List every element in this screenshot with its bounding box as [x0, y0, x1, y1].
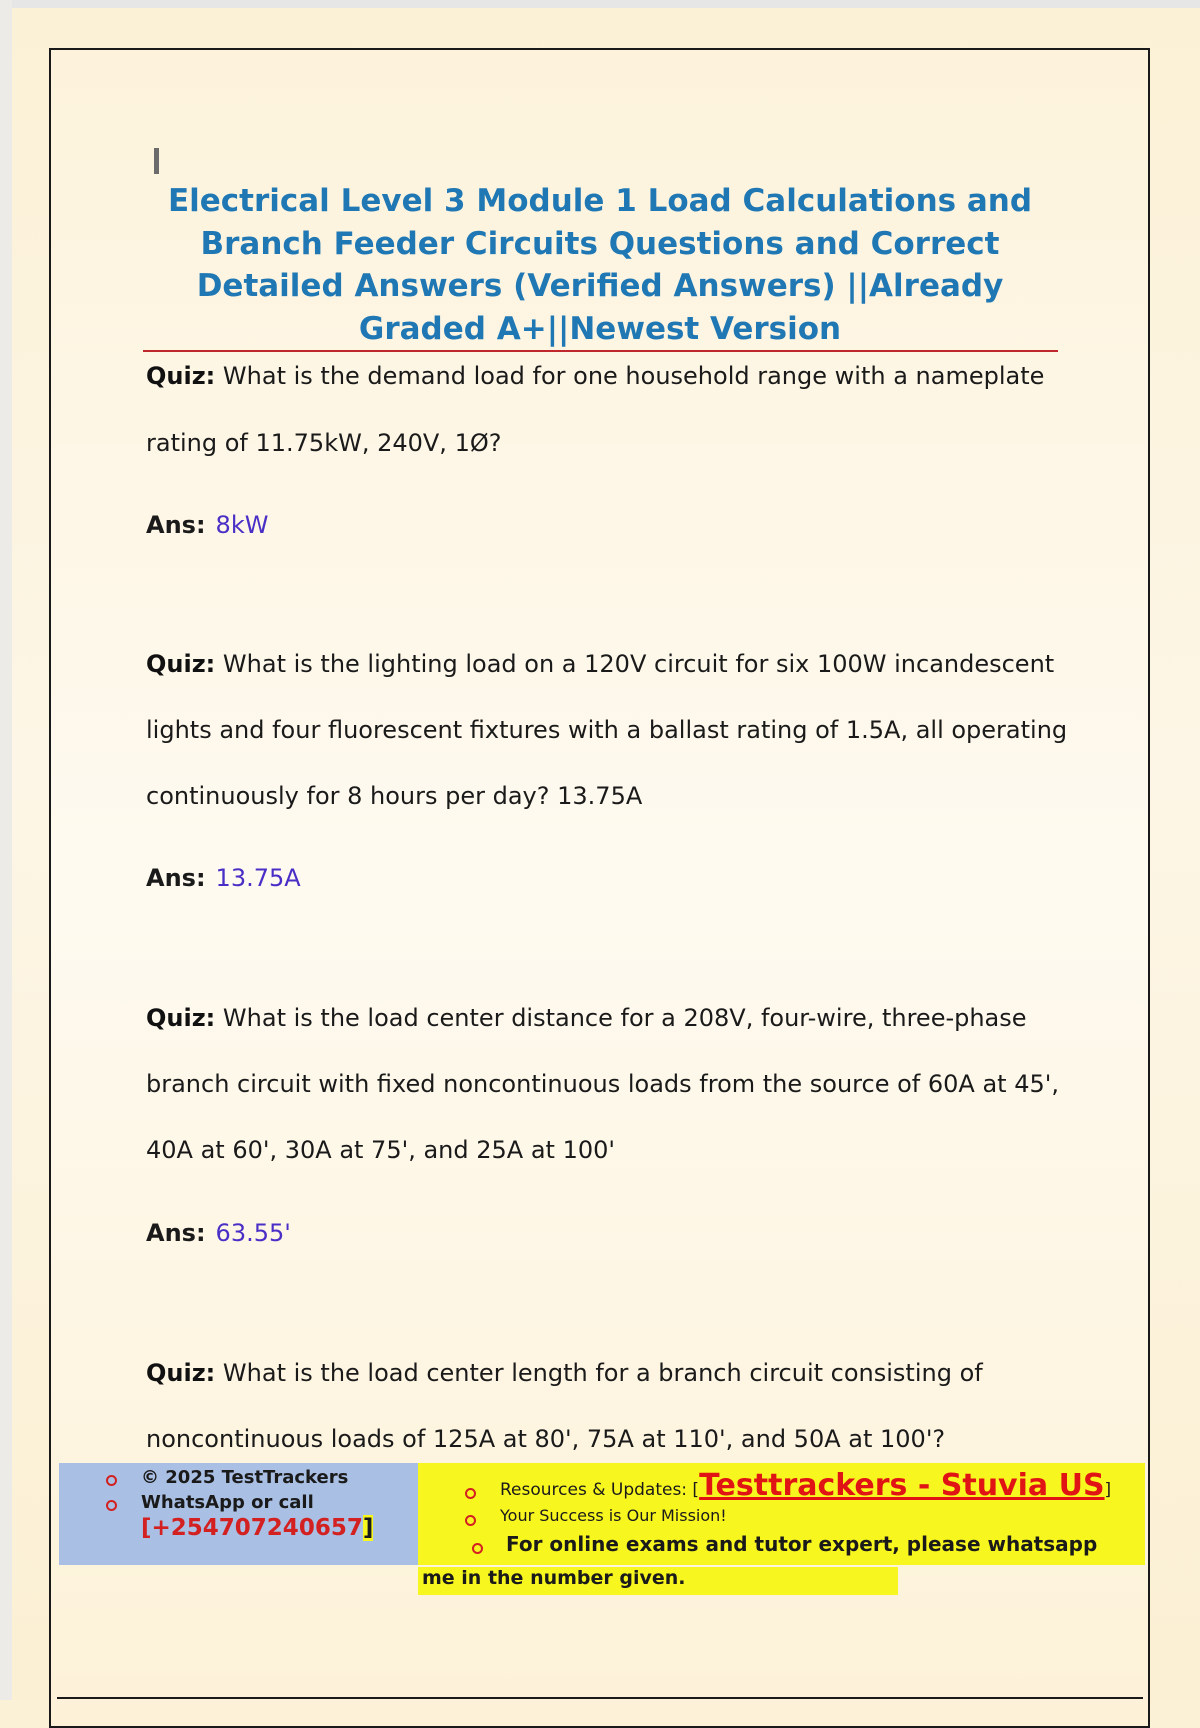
question-2-line-3	[146, 782, 1066, 810]
title-line: Electrical Level 3 Module 1 Load Calculations and	[167, 183, 1033, 219]
quiz-label: Quiz:	[146, 362, 216, 390]
answer-value: 13.75A	[215, 864, 301, 892]
bullet-icon	[465, 1515, 476, 1526]
footer-mission: Your Success is Our Mission!	[500, 1506, 727, 1525]
footer-copyright: © 2025 TestTrackers	[141, 1467, 349, 1488]
ans-label: Ans:	[146, 1219, 206, 1247]
question-4-line-1	[146, 1359, 1066, 1387]
screen-edge-left	[0, 0, 12, 1700]
phone-number[interactable]: +254707240657	[151, 1515, 363, 1541]
footer-resources-panel	[418, 1463, 1145, 1565]
quiz-label: Quiz:	[146, 1359, 216, 1387]
question-3-line-1	[146, 1004, 1066, 1032]
question-text: lights and four fluorescent fixtures with a ballast rating of 1.5A, all operating	[146, 716, 1068, 744]
question-4-line-2	[146, 1425, 1066, 1453]
bullet-icon	[106, 1500, 117, 1511]
bullet-icon	[472, 1543, 483, 1554]
question-text: What is the load center distance for a 208V, four-wire, three-phase	[222, 1004, 1027, 1032]
footer-contact-panel	[59, 1463, 418, 1565]
page-bottom-rule	[57, 1697, 1143, 1699]
resources-link[interactable]: Testtrackers - Stuvia US	[699, 1468, 1105, 1503]
bullet-icon	[465, 1488, 476, 1499]
question-2-line-1	[146, 650, 1066, 678]
ans-label: Ans:	[146, 511, 206, 539]
screen-edge-top	[0, 0, 1200, 8]
footer-resources	[500, 1468, 1111, 1503]
resources-label: Resources & Updates: [	[500, 1480, 700, 1500]
title-underline	[143, 350, 1058, 352]
answer-3	[146, 1219, 291, 1247]
footer-contact-label: WhatsApp or call	[141, 1492, 314, 1513]
question-text: continuously for 8 hours per day? 13.75A	[146, 782, 643, 810]
question-text: branch circuit with fixed noncontinuous loads from the source of 60A at 45',	[146, 1070, 1059, 1098]
phone-bracket-open: [	[141, 1515, 152, 1541]
answer-1	[146, 511, 268, 539]
resources-bracket-close: ]	[1104, 1480, 1112, 1500]
title-line: Graded A+||Newest Version	[358, 310, 842, 347]
document-title	[150, 180, 1050, 350]
phone-bracket-close: ]	[362, 1515, 374, 1541]
quiz-label: Quiz:	[146, 1004, 216, 1032]
question-text: What is the lighting load on a 120V circuit for six 100W incandescent	[222, 650, 1055, 678]
question-text: What is the demand load for one household range with a nameplate	[222, 362, 1045, 390]
question-text: noncontinuous loads of 125A at 80', 75A at 110', and 50A at 100'?	[146, 1425, 946, 1453]
footer-tutor-line-2-text: me in the number given.	[422, 1567, 686, 1589]
question-text: rating of 11.75kW, 240V, 1Ø?	[146, 429, 502, 457]
question-text: 40A at 60', 30A at 75', and 25A at 100'	[146, 1136, 615, 1164]
footer-phone[interactable]	[141, 1515, 373, 1541]
title-line: Branch Feeder Circuits Questions and Correct	[200, 225, 1000, 262]
ans-label: Ans:	[146, 864, 206, 892]
footer-tutor-line-1: For online exams and tutor expert, please whatsapp	[506, 1532, 1098, 1556]
answer-value: 63.55'	[215, 1219, 291, 1247]
question-3-line-3	[146, 1136, 1066, 1164]
title-line: Detailed Answers (Verified Answers) ||Already	[196, 268, 1004, 304]
bullet-icon	[106, 1475, 117, 1486]
answer-value: 8kW	[215, 511, 269, 539]
text-cursor-mark	[154, 148, 159, 174]
answer-2	[146, 864, 301, 892]
question-1-line-1	[146, 362, 1066, 390]
question-1-line-2	[146, 429, 1066, 457]
quiz-label: Quiz:	[146, 650, 216, 678]
question-text: What is the load center length for a branch circuit consisting of	[222, 1359, 983, 1387]
question-3-line-2	[146, 1070, 1066, 1098]
footer-tutor-line-2	[418, 1567, 898, 1595]
question-2-line-2	[146, 716, 1066, 744]
